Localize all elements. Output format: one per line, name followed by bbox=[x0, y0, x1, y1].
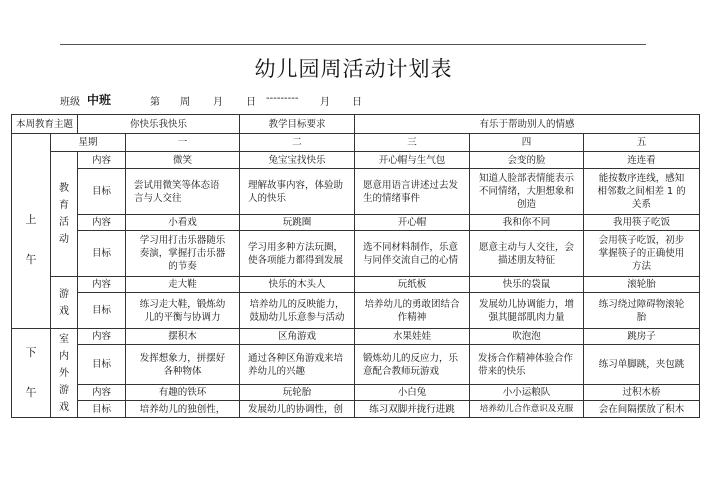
out2-goal-row bbox=[12, 401, 700, 418]
weekday-cell: 三 bbox=[355, 134, 470, 152]
class-label: 班级 bbox=[60, 97, 80, 108]
weekday-cell: 一 bbox=[126, 134, 240, 152]
goal-cell: 知道人脸部表情能表示 不同情绪，大胆想象和 创造 bbox=[470, 169, 584, 215]
content-cell: 跳房子 bbox=[584, 329, 700, 345]
goal-cell: 培养幼儿的勇敢团结合 作精神 bbox=[355, 293, 470, 329]
category-game: 游 戏 bbox=[51, 277, 78, 329]
out1-content-row bbox=[12, 329, 700, 345]
week-di-label: 第 bbox=[150, 97, 160, 108]
edu2-goal-row bbox=[12, 231, 700, 277]
day-label-1: 日 bbox=[246, 97, 256, 108]
content-cell: 走大鞋 bbox=[126, 277, 240, 293]
content-cell: 吹泡泡 bbox=[470, 329, 584, 345]
game-goal-row bbox=[12, 293, 700, 329]
content-cell: 小看戏 bbox=[126, 215, 240, 231]
content-cell: 玩跳圈 bbox=[240, 215, 355, 231]
goal-cell: 培养幼儿的独创性， bbox=[126, 401, 240, 418]
content-cell: 开心帽 bbox=[355, 215, 470, 231]
weekday-cell: 四 bbox=[470, 134, 584, 152]
content-cell: 会变的脸 bbox=[470, 152, 584, 169]
content-cell: 快乐的木头人 bbox=[240, 277, 355, 293]
goal-cell: 练习走大鞋，锻炼幼 儿的平衡与协调力 bbox=[126, 293, 240, 329]
theme-cell-3: 有乐于帮助别人的情感 bbox=[355, 115, 700, 134]
goal-cell: 会在间隔摆放了积木 bbox=[584, 401, 700, 418]
row-label-goal: 目标 bbox=[78, 401, 126, 418]
morning-label: 上 午 bbox=[12, 152, 51, 329]
content-cell: 滚轮胎 bbox=[584, 277, 700, 293]
content-cell: 兔宝宝找快乐 bbox=[240, 152, 355, 169]
category-education: 教 育 活 动 bbox=[51, 152, 78, 277]
header-info-row bbox=[60, 93, 660, 107]
day-label-2: 日 bbox=[352, 97, 362, 108]
content-cell: 过积木桥 bbox=[584, 385, 700, 401]
row-label-content: 内容 bbox=[78, 385, 126, 401]
row-label-content: 内容 bbox=[78, 152, 126, 169]
row-label-content: 内容 bbox=[78, 329, 126, 345]
content-cell: 快乐的袋鼠 bbox=[470, 277, 584, 293]
edu1-content-row bbox=[12, 152, 700, 169]
theme-cell-2: 教学目标要求 bbox=[240, 115, 355, 134]
month-label-1: 月 bbox=[213, 97, 223, 108]
theme-cell-1: 你快乐我快乐 bbox=[78, 115, 240, 134]
weekday-cell: 五 bbox=[584, 134, 700, 152]
goal-cell: 学习用多种方法玩圈， 使各项能力都得到发展 bbox=[240, 231, 355, 277]
goal-cell: 锻炼幼儿的反应力，乐 意配合教师玩游戏 bbox=[355, 345, 470, 385]
page-title: 幼儿园周活动计划表 bbox=[254, 57, 453, 81]
content-cell: 小小运粮队 bbox=[470, 385, 584, 401]
weekly-plan-table bbox=[11, 114, 700, 418]
out1-goal-row bbox=[12, 345, 700, 385]
weekday-cell: 二 bbox=[240, 134, 355, 152]
class-value: 中班 bbox=[87, 93, 112, 107]
category-indoor-outdoor: 室 内 外 游 戏 bbox=[51, 329, 78, 418]
content-cell: 水果娃娃 bbox=[355, 329, 470, 345]
content-cell: 玩纸板 bbox=[355, 277, 470, 293]
goal-cell: 发展幼儿的协调性，创 bbox=[240, 401, 355, 418]
afternoon-label: 下 午 bbox=[12, 329, 51, 418]
goal-cell: 发扬合作精神体验合作 带来的快乐 bbox=[470, 345, 584, 385]
goal-cell: 理解故事内容，体验助 人的快乐 bbox=[240, 169, 355, 215]
out2-content-row bbox=[12, 385, 700, 401]
content-cell: 连连看 bbox=[584, 152, 700, 169]
goal-cell: 培养幼儿的反映能力， 鼓励幼儿乐意参与活动 bbox=[240, 293, 355, 329]
row-label-goal: 目标 bbox=[78, 169, 126, 215]
date-range-dashes: --------- bbox=[266, 93, 299, 104]
goal-cell: 发展幼儿协调能力，增 强其腿部肌肉力量 bbox=[470, 293, 584, 329]
goal-cell: 学习用打击乐器随乐 奏演，掌握打击乐器 的节奏 bbox=[126, 231, 240, 277]
theme-label: 本周教育主题 bbox=[12, 115, 78, 134]
content-cell: 我用筷子吃饭 bbox=[584, 215, 700, 231]
goal-cell: 选不同材料制作，乐意 与同伴交流自己的心情 bbox=[355, 231, 470, 277]
row-label-goal: 目标 bbox=[78, 293, 126, 329]
goal-cell: 会用筷子吃饭，初步 掌握筷子的正确使用 方法 bbox=[584, 231, 700, 277]
content-cell: 摆积木 bbox=[126, 329, 240, 345]
content-cell: 区角游戏 bbox=[240, 329, 355, 345]
goal-cell: 练习双脚并拢行进跳 bbox=[355, 401, 470, 418]
content-cell: 小白兔 bbox=[355, 385, 470, 401]
goal-cell: 尝试用微笑等体态语 言与人交往 bbox=[126, 169, 240, 215]
top-rule bbox=[60, 44, 646, 45]
theme-row bbox=[12, 115, 700, 134]
edu1-goal-row bbox=[12, 169, 700, 215]
goal-cell: 练习单脚跳，夹包跳 bbox=[584, 345, 700, 385]
game-content-row bbox=[12, 277, 700, 293]
content-cell: 我和你不同 bbox=[470, 215, 584, 231]
content-cell: 开心帽与生气包 bbox=[355, 152, 470, 169]
content-cell: 微笑 bbox=[126, 152, 240, 169]
row-label-goal: 目标 bbox=[78, 231, 126, 277]
row-label-content: 内容 bbox=[78, 215, 126, 231]
goal-cell: 愿意用语言讲述过去发 生的情绪事件 bbox=[355, 169, 470, 215]
weekday-label: 星期 bbox=[51, 134, 126, 152]
weekday-row bbox=[12, 134, 700, 152]
content-cell: 玩轮胎 bbox=[240, 385, 355, 401]
goal-cell: 能按数序连线，感知 相邻数之间相差 1 的 关系 bbox=[584, 169, 700, 215]
week-zhou-label: 周 bbox=[180, 97, 190, 108]
row-label-content: 内容 bbox=[78, 277, 126, 293]
goal-cell: 发挥想象力，拼摆好 各种物体 bbox=[126, 345, 240, 385]
goal-cell: 通过各种区角游戏来培 养幼儿的兴趣 bbox=[240, 345, 355, 385]
row-label-goal: 目标 bbox=[78, 345, 126, 385]
month-label-2: 月 bbox=[320, 97, 330, 108]
goal-cell: 培养幼儿合作意识及克服 bbox=[470, 401, 584, 418]
goal-cell: 愿意主动与人交往，会 描述朋友特征 bbox=[470, 231, 584, 277]
goal-cell: 练习绕过障碍物滚轮 胎 bbox=[584, 293, 700, 329]
edu2-content-row bbox=[12, 215, 700, 231]
content-cell: 有趣的铁环 bbox=[126, 385, 240, 401]
